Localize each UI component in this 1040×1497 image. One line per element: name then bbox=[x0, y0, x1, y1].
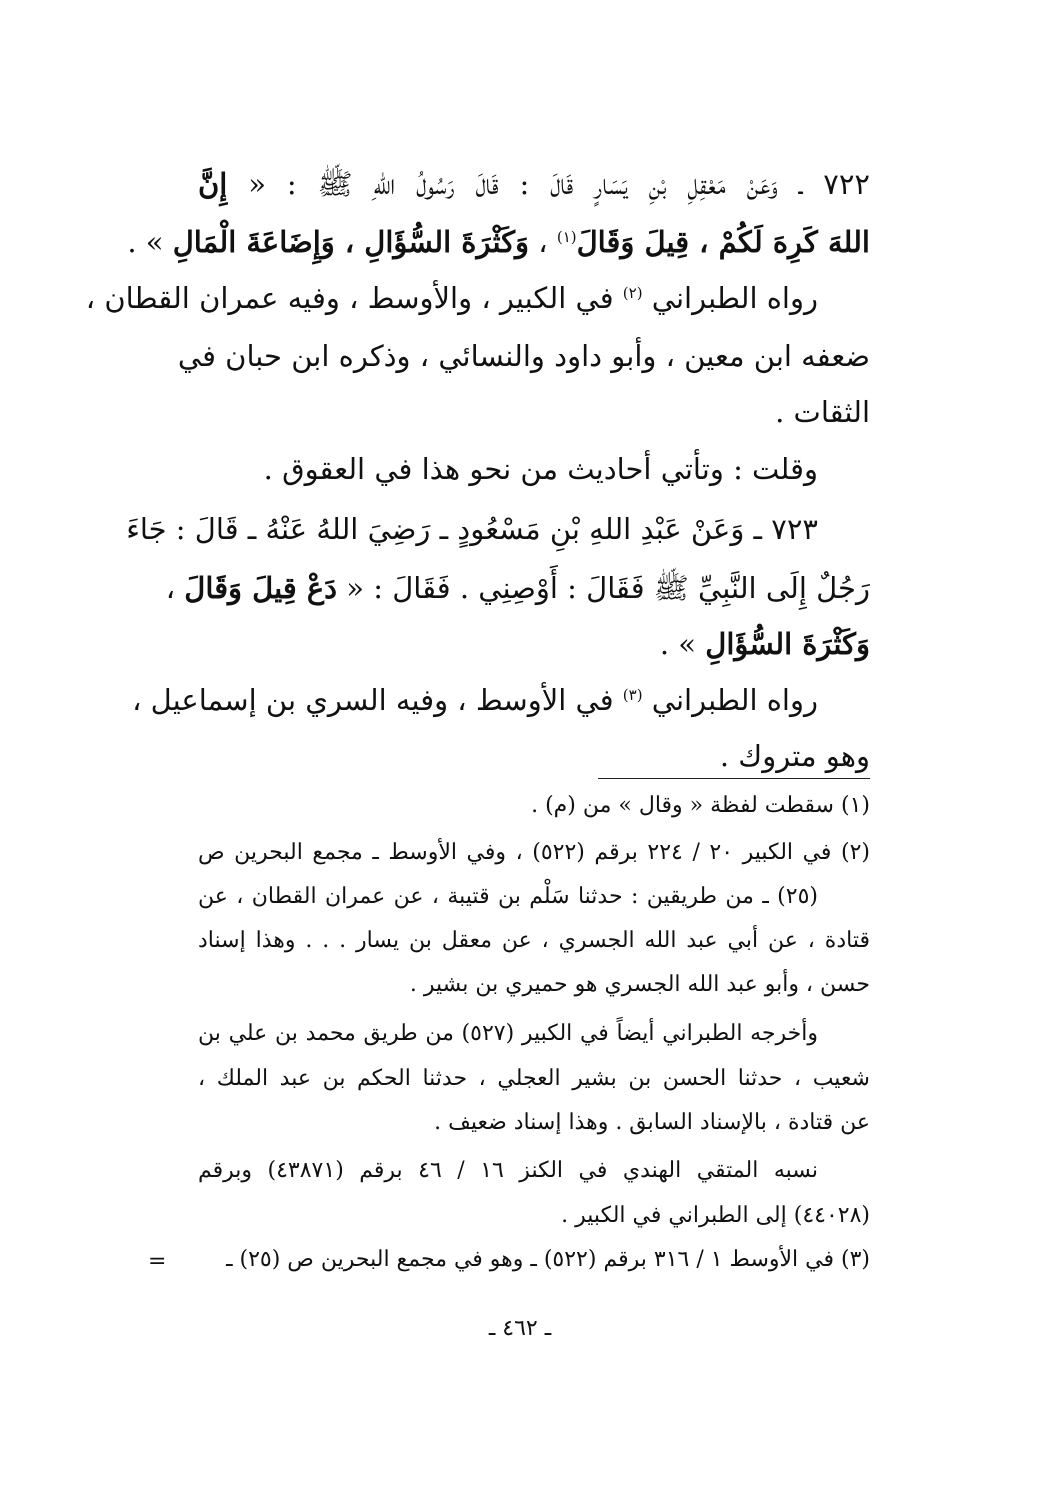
hadith-722-matn-part2: وَكَثْرَةَ السُّؤَالِ ، وَإِضَاعَةَ الْمَالِ bbox=[172, 225, 530, 259]
hadith-722-line-1-text: ٧٢٢ ـ وَعَنْ مَعْقِلِ بْنِ يَسَارٍ قَالَ : قَالَ رَسُولُ اللهِ ﷺ : « bbox=[227, 167, 870, 201]
footnote-2-line-4: حسن ، وأبو عبد الله الجسري هو حميري بن بشير . bbox=[409, 972, 870, 997]
hadith-722-line-1 bbox=[198, 167, 870, 201]
footnote-ref-3: (٣) bbox=[622, 686, 643, 704]
hadith-723-line-2 bbox=[165, 571, 870, 605]
footnote-2-line-1: (٢) في الكبير ٢٠ / ٢٢٤ برقم (٥٢٢) ، وفي الأوسط ـ مجمع البحرين ص bbox=[198, 840, 870, 865]
footnote-1: (١) سقطت لفظة « وقال » من (م) . bbox=[531, 793, 870, 818]
source-723-line-1 bbox=[132, 683, 818, 717]
source-723-text-b: في الأوسط ، وفيه السري بن إسماعيل ، bbox=[132, 683, 623, 717]
footnote-ref-1: (١) bbox=[556, 228, 577, 246]
hadith-723-line-2-text: رَجُلٌ إِلَى النَّبِيِّ ﷺ فَقَالَ : أَوْصِنِي . فَقَالَ : « bbox=[337, 571, 870, 605]
hadith-723-line-2-bold: دَعْ قِيلَ وَقَالَ bbox=[184, 571, 338, 605]
hadith-722-matn-part1: اللهَ كَرِهَ لَكُمْ ، قِيلَ وَقَالَ bbox=[576, 225, 870, 259]
page-number: ـ ٤٦٢ ـ bbox=[488, 1316, 552, 1341]
source-722-line-1 bbox=[85, 281, 818, 315]
hadith-723-line-1: ٧٢٣ ـ وَعَنْ عَبْدِ اللهِ بْنِ مَسْعُودٍ ـ رَضِيَ اللهُ عَنْهُ ـ قَالَ : جَاءَ bbox=[126, 512, 818, 546]
source-723-line-2: وهو متروك . bbox=[719, 739, 870, 773]
source-722-text-a: رواه الطبراني bbox=[642, 281, 818, 315]
footnote-ref-2: (٢) bbox=[622, 284, 643, 302]
hadith-723-line-3 bbox=[659, 627, 870, 661]
source-722-line-2: ضعفه ابن معين ، وأبو داود والنسائي ، وذكره ابن حبان في bbox=[177, 339, 870, 373]
footnote-2-line-2: (٢٥) ـ من طريقين : حدثنا سَلْم بن قتيبة ، عن عمران القطان ، عن bbox=[198, 884, 818, 909]
footnote-2-para2-line-2: شعيب ، حدثنا الحسن بن بشير العجلي ، حدثنا الحكم بن عبد الملك ، bbox=[198, 1066, 870, 1091]
source-723-text-a: رواه الطبراني bbox=[642, 683, 818, 717]
hadith-722-line-2 bbox=[127, 225, 870, 259]
hadith-722-closing: » . bbox=[127, 225, 173, 259]
footnote-2-para3-line-2: (٤٤٠٢٨) إلى الطبراني في الكبير . bbox=[561, 1203, 870, 1228]
footnote-2-para2-line-1: وأخرجه الطبراني أيضاً في الكبير (٥٢٧) من طريق محمد بن علي بن bbox=[198, 1021, 818, 1046]
footnote-2-line-3: قتادة ، عن أبي عبد الله الجسري ، عن معقل بن يسار . . . وهذا إسناد bbox=[198, 928, 870, 953]
author-note: وقلت : وتأتي أحاديث من نحو هذا في العقوق . bbox=[263, 452, 818, 486]
hadith-723-line-3-bold: وَكَثْرَةَ السُّؤَالِ bbox=[705, 627, 870, 661]
footnote-continuation-mark: = bbox=[148, 1249, 167, 1274]
hadith-723-closing: » . bbox=[659, 627, 706, 661]
footnote-2-para3-line-1: نسبه المتقي الهندي في الكنز ١٦ / ٤٦ برقم (٤٣٨٧١) وبرقم bbox=[198, 1158, 818, 1183]
footnote-2-para2-line-3: عن قتادة ، بالإسناد السابق . وهذا إسناد ضعيف . bbox=[434, 1110, 870, 1135]
hadith-723-line-2-tail: ، bbox=[165, 571, 185, 605]
hadith-722-separator: ، bbox=[529, 225, 557, 259]
source-722-text-b: في الكبير ، والأوسط ، وفيه عمران القطان ، bbox=[85, 281, 623, 315]
footnote-separator bbox=[598, 778, 870, 779]
source-722-line-3: الثقات . bbox=[775, 395, 870, 429]
footnote-3: (٣) في الأوسط ١ / ٣١٦ برقم (٥٢٢) ـ وهو في مجمع البحرين ص (٢٥) ـ bbox=[226, 1247, 870, 1272]
hadith-722-line-1-bold: إِنَّ bbox=[198, 167, 228, 201]
